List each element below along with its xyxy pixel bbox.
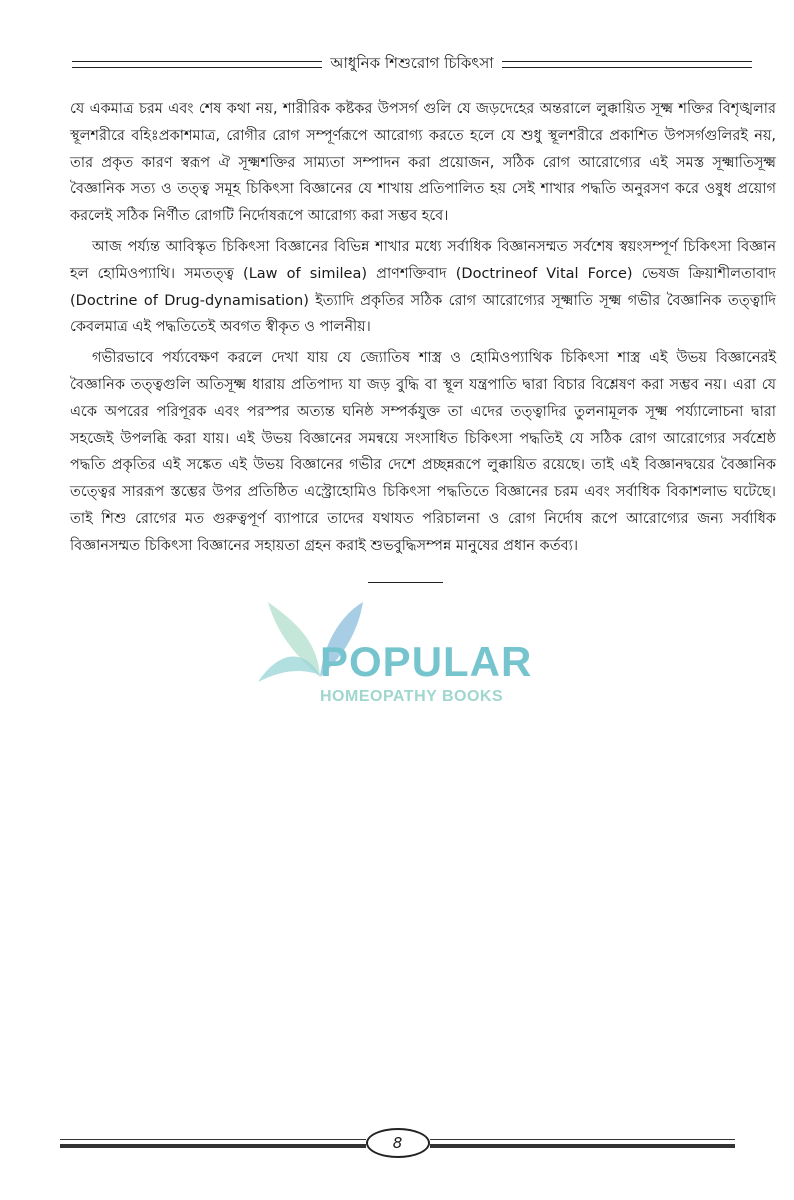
watermark-logo: [258, 597, 548, 709]
paragraph-1: যে একমাত্র চরম এবং শেষ কথা নয়, শারীরিক কষ্টকর উপসর্গ গুলি যে জড়দেহের অন্তরালে লুক্কায়িত সূক্ষ্ম শক্তির বিশৃঙ্খলার স্থূলশরীরে বহিঃপ্রকাশমাত্র, রোগীর রোগ সম্পূর্ণরূপে আরোগ্য করতে হলে যে শুধু স্থূলশরীরে প্রকাশিত উপসর্গগুলিরই নয়, তার প্রকৃত কারণ স্বরূপ ঐ সূক্ষ্মশক্তির সাম্যতা সম্পাদন করা প্রয়োজন, সঠিক রোগ আরোগ্যের এই সমস্ত সূক্ষ্মাতিসূক্ষ্ম বৈজ্ঞানিক সত্য ও তত্ত্ব সমূহ চিকিৎসা বিজ্ঞানের যে শাখায় প্রতিপালিত হয় সেই শাখার পদ্ধতি অনুরসণ করে ওষুধ প্রয়োগ করলেই সঠিক নির্ণীত রোগটি নির্দোষরূপে আরোগ্য করা সম্ভব হবে।: [70, 101, 776, 225]
paragraph-3: গভীরভাবে পর্য্যবেক্ষণ করলে দেখা যায় যে জ্যোতিষ শাস্ত্র ও হোমিওপ্যাথিক চিকিৎসা শাস্ত্র এই উভয় বিজ্ঞানেরই বৈজ্ঞানিক তত্ত্বগুলি অতিসূক্ষ্ম ধারায় প্রতিপাদ্য যা জড় বুদ্ধি বা স্থূল যন্ত্রপাতি দ্বারা বিচার বিশ্লেষণ করা সম্ভব নয়। এরা যে একে অপরের পরিপূরক এবং পরস্পর অত্যন্ত ঘনিষ্ঠ সম্পর্কযুক্ত তা এদের তত্ত্বাদির তুলনামূলক সূক্ষ্ম পর্য্যালোচনা দ্বারা সহজেই উপলব্ধি করা যায়। এই উভয় বিজ্ঞানের সমন্বয়ে সংসাধিত চিকিৎসা পদ্ধতিই যে সঠিক রোগ আরোগ্যের সর্বশ্রেষ্ঠ পদ্ধতি প্রকৃতির এই সঙ্কেত এই উভয় বিজ্ঞানের গভীর দেশে প্রচ্ছন্নরূপে লুক্কায়িত রয়েছে। তাই এই বিজ্ঞানদ্বয়ের বৈজ্ঞানিক তত্ত্বের সাররূপ স্তম্ভের উপর প্রতিষ্ঠিত এস্ট্রোহোমিও চিকিৎসা পদ্ধতিতে বিজ্ঞানের চরম এবং সর্বাধিক বিকাশলাভ ঘটেছে। তাই শিশু রোগের মত গুরুত্বপূর্ণ ব্যাপারে তাদের যথাযত পরিচালনা ও রোগ নির্দোষ রূপে আরোগ্যের জন্য সর্বাধিক বিজ্ঞানসম্মত চিকিৎসা বিজ্ঞানের সহায়তা গ্রহন করাই শুভবুদ্ধিসম্পন্ন মানুষের প্রধান কর্তব্য।: [70, 350, 776, 554]
watermark-title: POPULAR: [320, 637, 533, 685]
page-content: [70, 52, 776, 709]
footer-rule-right: [430, 1139, 736, 1148]
section-end-line: [368, 582, 443, 583]
watermark-subtitle: HOMEOPATHY BOOKS: [320, 687, 504, 705]
page-body: [70, 96, 776, 564]
header-rule-left: [72, 61, 322, 68]
running-header: [72, 52, 752, 76]
header-title: আধুনিক শিশুরোগ চিকিৎসা: [330, 53, 494, 72]
header-rule-right: [502, 61, 752, 68]
footer-rule-left: [60, 1139, 366, 1148]
page-footer: [60, 1128, 735, 1158]
page-number: 8: [366, 1128, 430, 1158]
paragraph-2: আজ পর্য্যন্ত আবিস্কৃত চিকিৎসা বিজ্ঞানের বিভিন্ন শাখার মধ্যে সর্বাধিক বিজ্ঞানসম্মত সর্বশেষ স্বয়ংসম্পূর্ণ চিকিৎসা বিজ্ঞান হল হোমিওপ্যাথি। সমতত্ত্ব (Law of similea) প্রাণশক্তিবাদ (Doctrineof Vital Force) ভেষজ ক্রিয়াশীলতাবাদ (Doctrine of Drug-dynamisation) ইত্যাদি প্রকৃতির সঠিক রোগ আরোগ্যের সূক্ষ্মাতি সূক্ষ্ম গভীর বৈজ্ঞানিক তত্ত্বাদি কেবলমাত্র এই পদ্ধতিতেই অবগত স্বীকৃত ও পালনীয়।: [70, 238, 776, 336]
